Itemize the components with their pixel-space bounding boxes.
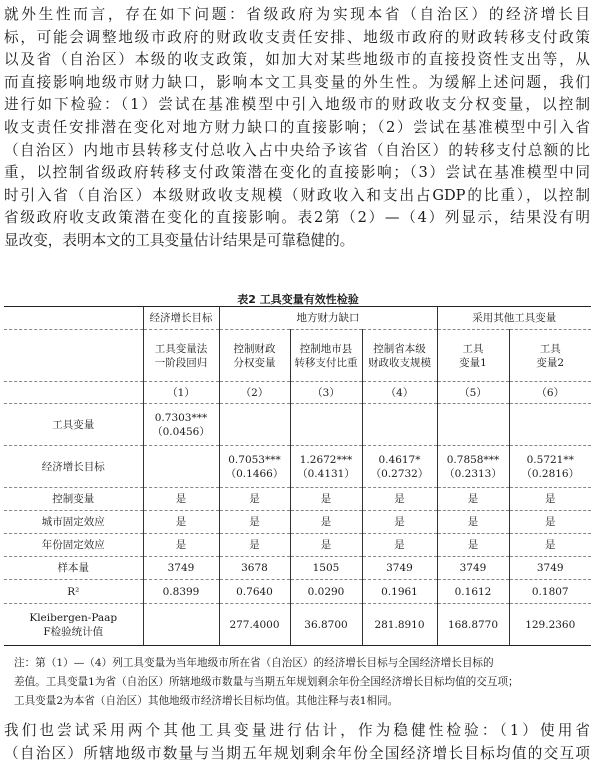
text-line: 我们也尝试采用两个其他工具变量进行估计，作为稳健性检验：（1）使用省 — [4, 722, 590, 739]
cell: 3749 — [437, 557, 509, 580]
cell: 是 — [143, 534, 219, 557]
corner-cell — [4, 307, 143, 330]
row-label: 经济增长目标 — [4, 446, 143, 488]
cell: 是 — [362, 534, 437, 557]
note-line: 工具变量2为本省（自治区）其他地级市经济增长目标均值。其他注释与表1相同。 — [14, 695, 399, 707]
cell: 0.7303*** （0.0456） — [143, 404, 219, 446]
text-line: 显改变，表明本文的工具变量估计结果是可靠稳健的。 — [4, 231, 355, 249]
text-line: 重，以控制省级政府转移支付政策潜在变化的直接影响；（3）尝试在基准模型中同 — [4, 164, 590, 182]
row-label: R² — [4, 580, 143, 604]
row-label: Kleibergen-Paap F检验统计值 — [4, 604, 143, 646]
group-header-fiscal-gap: 地方财力缺口 — [219, 307, 437, 330]
cell: 0.5721** （0.2816） — [509, 446, 591, 488]
cell: 是 — [362, 511, 437, 534]
cell: 36.8700 — [290, 604, 362, 646]
text-line: 收支责任安排潜在变化对地方财力缺口的直接影响；（2）尝试在基准模型中引入省 — [4, 118, 590, 136]
cell: 是 — [437, 511, 509, 534]
table-row-growth — [4, 446, 591, 488]
cell: 3749 — [509, 557, 591, 580]
cell: 是 — [509, 511, 591, 534]
sub-header-col4: 控制省本级 财政收支规模 — [362, 330, 437, 382]
cell — [143, 604, 219, 646]
row-label: 工具变量 — [4, 404, 143, 446]
cell: 0.7858*** （0.2313） — [437, 446, 509, 488]
cell: 168.8770 — [437, 604, 509, 646]
text-line: 以及省（自治区）本级的收支政策，如加大对某些地级市的直接投资性支出等，从 — [4, 51, 590, 69]
sub-header-col1: 工具变量法 一阶段回归 — [143, 330, 219, 382]
col-number: （5） — [437, 382, 509, 404]
table-row-controls — [4, 488, 591, 511]
cell: 是 — [219, 534, 290, 557]
corner-cell — [4, 382, 143, 404]
cell — [362, 404, 437, 446]
text-line: 就外生性而言，存在如下问题：省级政府为实现本省（自治区）的经济增长目 — [4, 6, 590, 23]
note-line: 注：第（1）—（4）列工具变量为当年地级市所在省（自治区）的经济增长目标与全国经济增长目标的 — [14, 657, 494, 669]
table-note — [14, 654, 588, 711]
cell: 是 — [219, 488, 290, 511]
cell: 0.7053*** （0.1466） — [219, 446, 290, 488]
row-label: 样本量 — [4, 557, 143, 580]
cell: 是 — [143, 488, 219, 511]
col-number: （6） — [509, 382, 591, 404]
sub-header-col2: 控制财政 分权变量 — [219, 330, 290, 382]
cell: 是 — [290, 488, 362, 511]
col-number: （2） — [219, 382, 290, 404]
col-number: （4） — [362, 382, 437, 404]
cell: 3678 — [219, 557, 290, 580]
group-header-other-iv: 采用其他工具变量 — [437, 307, 591, 330]
results-table — [4, 306, 591, 646]
cell: 是 — [437, 534, 509, 557]
body-paragraph-2 — [4, 720, 590, 765]
cell — [437, 404, 509, 446]
cell: 是 — [219, 511, 290, 534]
cell: 是 — [290, 511, 362, 534]
cell — [290, 404, 362, 446]
cell: 0.7640 — [219, 580, 290, 604]
text-line: 省级政府收支政策潜在变化的直接影响。表2第（2）—（4）列显示，结果没有明 — [4, 209, 590, 227]
table-title: 表2 工具变量有效性检验 — [237, 293, 359, 306]
cell: 0.1612 — [437, 580, 509, 604]
cell — [509, 404, 591, 446]
cell: 3749 — [362, 557, 437, 580]
text-line: （自治区）内地市县转移支付总收入占中央给予该省（自治区）的转移支付总额的比 — [4, 141, 590, 159]
cell: 0.4617* （0.2732） — [362, 446, 437, 488]
column-number-row — [4, 382, 591, 404]
cell: 277.4000 — [219, 604, 290, 646]
table-row-iv — [4, 404, 591, 446]
cell: 是 — [509, 488, 591, 511]
cell: 1505 — [290, 557, 362, 580]
text-line: 而直接影响地级市财力缺口，影响本文工具变量的外生性。为缓解上述问题，我们 — [4, 73, 590, 91]
table-row-year-fe — [4, 534, 591, 557]
cell: 是 — [362, 488, 437, 511]
table-row-city-fe — [4, 511, 591, 534]
sub-header-col5: 工具 变量1 — [437, 330, 509, 382]
cell: 是 — [143, 511, 219, 534]
cell: 129.2360 — [509, 604, 591, 646]
text-line: 时引入省（自治区）本级财政收支规模（财政收入和支出占GDP的比重），以控制 — [4, 186, 590, 204]
cell — [143, 446, 219, 488]
corner-cell — [4, 330, 143, 382]
text-line: 进行如下检验：（1）尝试在基准模型中引入地级市的财政收支分权变量，以控制 — [4, 96, 590, 114]
cell: 是 — [509, 534, 591, 557]
text-line: 标，可能会调整地级市政府的财政收支责任安排、地级市政府的财政转移支付政策 — [4, 28, 590, 46]
sub-header-col3: 控制地市县 转移支付比重 — [290, 330, 362, 382]
table-row-n — [4, 557, 591, 580]
col-number: （3） — [290, 382, 362, 404]
cell: 281.8910 — [362, 604, 437, 646]
sub-header-row — [4, 330, 591, 382]
col-number: （1） — [143, 382, 219, 404]
row-label: 城市固定效应 — [4, 511, 143, 534]
group-header-growth-target: 经济增长目标 — [143, 307, 219, 330]
text-line: （自治区）所辖地级市数量与当期五年规划剩余年份全国经济增长目标均值的交互项 — [4, 744, 590, 762]
cell: 0.0290 — [290, 580, 362, 604]
cell: 3749 — [143, 557, 219, 580]
row-label: 控制变量 — [4, 488, 143, 511]
cell: 0.1807 — [509, 580, 591, 604]
sub-header-col6: 工具 变量2 — [509, 330, 591, 382]
cell: 是 — [290, 534, 362, 557]
cell: 1.2672*** （0.4131） — [290, 446, 362, 488]
body-paragraph-1 — [4, 4, 590, 253]
note-line: 差值。工具变量1为省（自治区）所辖地级市数量与当期五年规划剩余年份全国经济增长目标均值的交互项； — [14, 676, 519, 688]
cell: 是 — [437, 488, 509, 511]
table-row-r2 — [4, 580, 591, 604]
cell: 0.1961 — [362, 580, 437, 604]
cell — [219, 404, 290, 446]
row-label: 年份固定效应 — [4, 534, 143, 557]
group-header-row — [4, 307, 591, 330]
table-row-kp — [4, 604, 591, 646]
cell: 0.8399 — [143, 580, 219, 604]
